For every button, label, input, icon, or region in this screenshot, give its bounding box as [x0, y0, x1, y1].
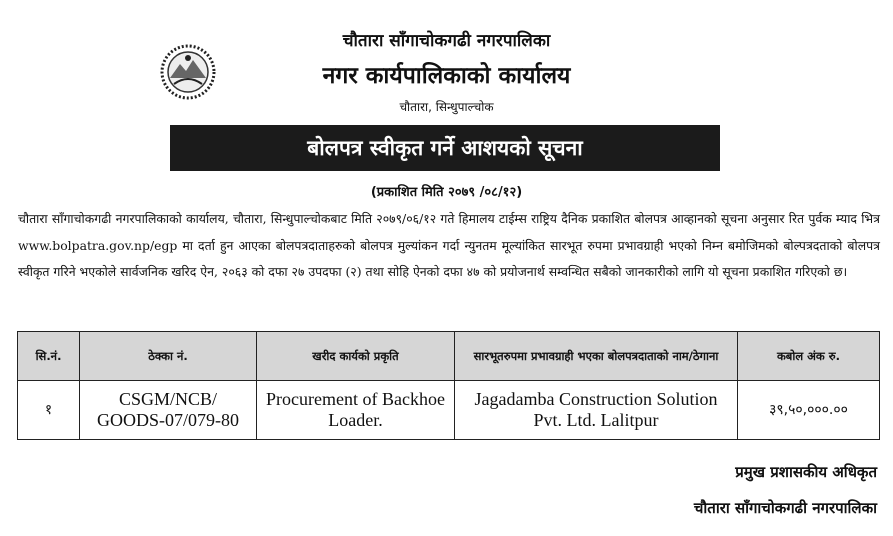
column-header-contract-no: ठेक्का नं.: [80, 332, 257, 381]
published-date: (प्रकाशित मिति २०७९ /०८/१२): [370, 185, 523, 200]
award-table: [17, 331, 880, 440]
table-row: [18, 381, 880, 440]
office-name: नगर कार्यपालिकाको कार्यालय: [322, 63, 571, 89]
column-header-sn: सि.नं.: [18, 332, 80, 381]
signatory-organization: चौतारा साँगाचोकगढी नगरपालिका: [693, 499, 877, 517]
notice-title-banner: बोलपत्र स्वीकृत गर्ने आशयको सूचना: [170, 125, 720, 171]
notice-body: चौतारा साँगाचोकगढी नगरपालिकाको कार्यालय, चौतारा, सिन्धुपाल्चोकबाट मिति २०७९/०६/१२ गते हिमालय टाईम्स राष्ट्रिय दैनिक प्रकाशित बोलपत्र आव्हानको सूचना अनुसार रित पुर्वक म्याद भित्र www.bolpatra.gov.np/egp मा दर्ता हुन आएका बोलपत्रदाताहरुको बोलपत्र मुल्यांकन गर्दा न्युनतम मूल्यांकित सारभूत रुपमा प्रभावग्राही भएको निम्न बमोजिमको बोल्पत्रदताको बोलपत्र स्वीकृत गरिने भएकोले सार्वजनिक खरिद ऐन, २०६३ को दफा २७ उपदफा (२) तथा सोहि ऐनको दफा ४७ को प्रयोजनार्थ सम्वन्धित सबैको जानकारीको लागि यो सूचना प्रकाशित गरिएको छ।: [18, 211, 880, 279]
cell-amount: ३९,५०,०००.००: [738, 381, 880, 440]
office-address: चौतारा, सिन्धुपाल्चोक: [399, 100, 494, 114]
column-header-work-nature: खरीद कार्यको प्रकृति: [257, 332, 455, 381]
signatory-title: प्रमुख प्रशासकीय अधिकृत: [735, 463, 877, 481]
column-header-bidder: सारभूतरुपमा प्रभावग्राही भएका बोलपत्रदाताको नाम/ठेगाना: [455, 332, 738, 381]
cell-sn: १: [18, 381, 80, 440]
cell-bidder: Jagadamba Construction Solution Pvt. Ltd. Lalitpur: [455, 381, 738, 440]
cell-work-nature: Procurement of Backhoe Loader.: [257, 381, 455, 440]
municipality-name: चौतारा साँगाचोकगढी नगरपालिका: [342, 31, 551, 51]
table-header-row: [18, 332, 880, 381]
column-header-amount: कबोल अंक रु.: [738, 332, 880, 381]
cell-contract-no: CSGM/NCB/ GOODS-07/079-80: [80, 381, 257, 440]
